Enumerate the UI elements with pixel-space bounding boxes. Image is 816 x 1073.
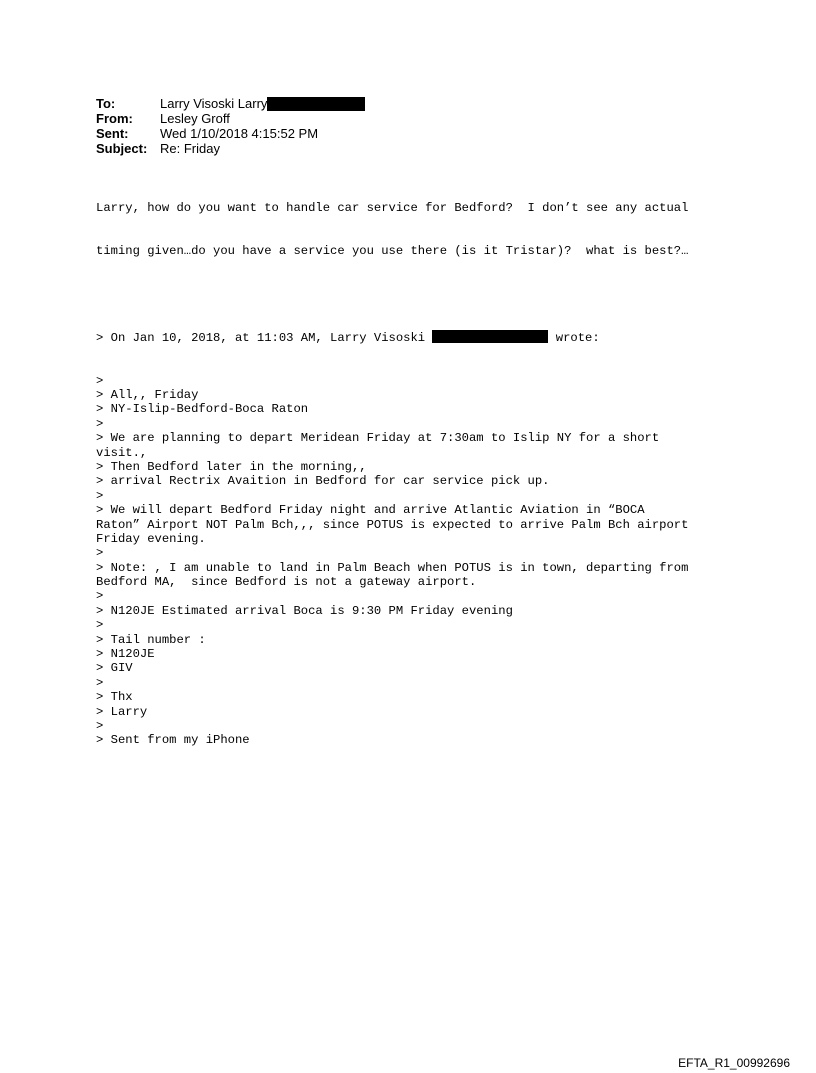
quoted-line: > — [96, 546, 104, 561]
reply-line: timing given…do you have a service you use there (is it Tristar)? what is best?… — [96, 244, 689, 259]
quoted-line: Raton” Airport NOT Palm Bch,,, since POTUS is expected to arrive Palm Bch airport — [96, 517, 689, 532]
quoted-line: > Thx — [96, 690, 133, 705]
quoted-line: > We will depart Bedford Friday night and arrive Atlantic Aviation in “BOCA — [96, 503, 645, 518]
sent-row — [96, 126, 365, 141]
subject-value: Re: Friday — [160, 141, 220, 156]
sent-value: Wed 1/10/2018 4:15:52 PM — [160, 126, 319, 141]
quoted-line: > Note: , I am unable to land in Palm Beach when POTUS is in town, departing from — [96, 560, 689, 575]
document-id: EFTA_R1_00992696 — [678, 1056, 790, 1070]
quoted-line: > Then Bedford later in the morning,, — [96, 459, 367, 474]
quoted-line: > Sent from my iPhone — [96, 733, 250, 748]
quoted-line: > — [96, 618, 104, 633]
quoted-line: > Larry — [96, 704, 148, 719]
email-body — [96, 172, 736, 777]
quoted-message — [96, 374, 736, 748]
from-label: From: — [96, 111, 133, 126]
subject-row — [96, 141, 365, 156]
quoted-line: > — [96, 488, 104, 503]
quoted-line: > Tail number : — [96, 632, 206, 647]
quoted-line: > arrival Rectrix Avaition in Bedford for car service pick up. — [96, 474, 550, 489]
blank-line — [96, 287, 736, 301]
quoted-intro-line — [96, 330, 736, 344]
redaction-box — [267, 97, 365, 111]
quoted-line: > — [96, 373, 104, 388]
quoted-line: visit., — [96, 445, 148, 460]
quoted-line: > NY-Islip-Bedford-Boca Raton — [96, 402, 309, 417]
quoted-line: > We are planning to depart Meridean Friday at 7:30am to Islip NY for a short — [96, 431, 660, 446]
quoted-line: > — [96, 589, 104, 604]
quoted-line: > N120JE — [96, 647, 155, 662]
sent-label: Sent: — [96, 126, 129, 141]
quoted-line: > N120JE Estimated arrival Boca is 9:30 PM Friday evening — [96, 603, 513, 618]
quoted-line: > GIV — [96, 661, 133, 676]
from-row — [96, 111, 365, 126]
subject-label: Subject: — [96, 141, 148, 156]
quoted-line: > All,, Friday — [96, 388, 199, 403]
quoted-line: Bedford MA, since Bedford is not a gateway airport. — [96, 575, 477, 590]
quoted-intro-suffix: wrote: — [548, 331, 600, 346]
reply-line: Larry, how do you want to handle car service for Bedford? I don’t see any actual — [96, 200, 689, 215]
email-header — [96, 96, 365, 156]
to-value: Larry Visoski Larry — [160, 96, 268, 111]
quoted-line: > — [96, 675, 104, 690]
quoted-line: > — [96, 416, 104, 431]
to-row — [96, 96, 365, 111]
to-label: To: — [96, 96, 116, 111]
redaction-box — [432, 330, 548, 343]
from-value: Lesley Groff — [160, 111, 230, 126]
quoted-line: Friday evening. — [96, 531, 206, 546]
quoted-intro-prefix: > On Jan 10, 2018, at 11:03 AM, Larry Visoski — [96, 331, 433, 346]
quoted-line: > — [96, 719, 104, 733]
